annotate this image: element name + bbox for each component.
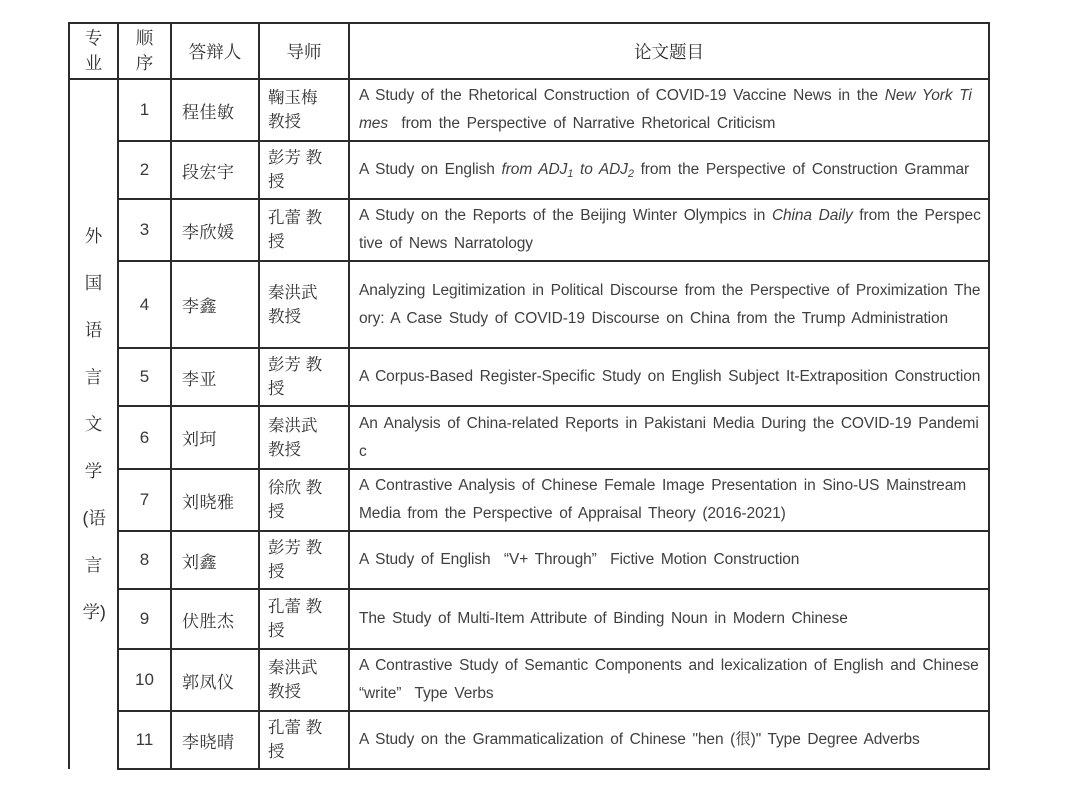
thesis-title: A Study on the Reports of the Beijing Winter Olympics in China Daily from the Perspective of News Narratology (359, 207, 981, 252)
col-header-defender-label: 答辩人 (188, 41, 242, 62)
advisor-label: 孔蕾 教授 (268, 598, 323, 640)
advisor-cell (259, 531, 349, 589)
table-continuation-border-mid (117, 746, 119, 754)
col-header-title-label: 论文题目 (634, 41, 704, 62)
order-cell: 2 (118, 141, 171, 199)
advisor-cell (259, 141, 349, 199)
order-cell: 4 (118, 261, 171, 348)
table-row (69, 141, 989, 199)
advisor-label: 彭芳 教授 (268, 356, 323, 398)
advisor-label: 秦洪武教授 (268, 416, 318, 459)
advisor-label: 秦洪武教授 (268, 283, 318, 326)
title-cell (349, 649, 993, 711)
advisor-cell (259, 261, 349, 348)
table-row (69, 589, 989, 649)
defender-cell: 李亚 (171, 348, 259, 406)
thesis-title: A Contrastive Study of Semantic Components and lexicalization of English and Chinese “write” Type Verbs (359, 657, 993, 702)
defender-cell: 段宏宇 (171, 141, 259, 199)
title-cell (349, 348, 989, 406)
title-cell (349, 79, 989, 141)
defender-cell: 郭凤仪 (171, 649, 259, 711)
order-cell: 7 (118, 469, 171, 531)
advisor-cell (259, 406, 349, 469)
table-row (69, 79, 989, 141)
advisor-cell (259, 649, 349, 711)
title-cell (349, 589, 989, 649)
thesis-title: A Study of English “V+ Through” Fictive Motion Construction (359, 551, 800, 568)
col-header-order (118, 23, 171, 79)
advisor-label: 彭芳 教授 (268, 149, 323, 191)
defender-cell: 李鑫 (171, 261, 259, 348)
table-row (69, 261, 989, 348)
col-header-advisor (259, 23, 349, 79)
table-row (69, 531, 989, 589)
col-header-advisor-label: 导师 (286, 41, 322, 62)
title-cell (349, 261, 989, 348)
title-cell (349, 469, 989, 531)
col-header-order-label: 顺序 (135, 28, 154, 73)
defender-cell: 程佳敏 (171, 79, 259, 141)
thesis-title: Analyzing Legitimization in Political Discourse from the Perspective of Proximization Theory: A Case Study of COVID-19 Discourse on China from the Trump Administration (359, 281, 981, 327)
order-cell: 1 (118, 79, 171, 141)
thesis-title: The Study of Multi-Item Attribute of Binding Noun in Modern Chinese (359, 610, 848, 627)
thesis-title: A Study on English from ADJ1 to ADJ2 from the Perspective of Construction Grammar (359, 160, 970, 180)
thesis-title: A Contrastive Analysis of Chinese Female Image Presentation in Sino-US Mainstream Media from the Perspective of Appraisal Theory (2016-2021) (359, 477, 973, 522)
title-cell (349, 711, 989, 769)
major-label: 外国语言文学(语言学) (82, 226, 106, 622)
table-row (69, 348, 989, 406)
advisor-cell (259, 469, 349, 531)
order-cell: 6 (118, 406, 171, 469)
thesis-title: A Study of the Rhetorical Construction of COVID-19 Vaccine News in the New York Times from the Perspective of Narrative Rhetorical Criticism (359, 87, 972, 132)
major-cell (69, 79, 118, 769)
table-row (69, 406, 989, 469)
advisor-cell (259, 348, 349, 406)
defender-cell: 刘珂 (171, 406, 259, 469)
table-row (69, 469, 989, 531)
advisor-label: 徐欣 教授 (268, 479, 323, 521)
advisor-cell (259, 79, 349, 141)
advisor-label: 鞠玉梅教授 (268, 89, 318, 131)
col-header-major (69, 23, 118, 79)
advisor-cell (259, 589, 349, 649)
table-continuation-border-left (68, 744, 70, 756)
advisor-cell (259, 199, 349, 261)
thesis-title: A Study on the Grammaticalization of Chinese "hen (很)" Type Degree Adverbs (359, 731, 920, 748)
table-row (69, 711, 989, 769)
col-header-title (349, 23, 989, 79)
order-cell: 5 (118, 348, 171, 406)
title-cell (349, 406, 989, 469)
title-cell (349, 531, 989, 589)
thesis-defense-table (68, 22, 993, 770)
thesis-title: An Analysis of China-related Reports in Pakistani Media During the COVID-19 Pandemic (359, 414, 979, 460)
defender-cell: 伏胜杰 (171, 589, 259, 649)
advisor-label: 孔蕾 教授 (268, 209, 323, 251)
defender-cell: 李晓晴 (171, 711, 259, 769)
defender-cell: 李欣媛 (171, 199, 259, 261)
order-cell: 10 (118, 649, 171, 711)
table-row (69, 649, 989, 711)
col-header-defender (171, 23, 259, 79)
order-cell: 8 (118, 531, 171, 589)
title-cell (349, 141, 989, 199)
advisor-cell (259, 711, 349, 769)
thesis-title: A Corpus-Based Register-Specific Study on English Subject It-Extraposition Construction (359, 368, 981, 385)
title-cell (349, 199, 989, 261)
advisor-label: 彭芳 教授 (268, 539, 323, 581)
col-header-major-label: 专业 (84, 28, 103, 73)
advisor-label: 孔蕾 教授 (268, 719, 323, 761)
table-row (69, 199, 989, 261)
defender-cell: 刘鑫 (171, 531, 259, 589)
order-cell: 3 (118, 199, 171, 261)
header-row (69, 23, 989, 79)
defender-cell: 刘晓雅 (171, 469, 259, 531)
order-cell: 11 (118, 711, 171, 769)
order-cell: 9 (118, 589, 171, 649)
advisor-label: 秦洪武教授 (268, 659, 318, 701)
